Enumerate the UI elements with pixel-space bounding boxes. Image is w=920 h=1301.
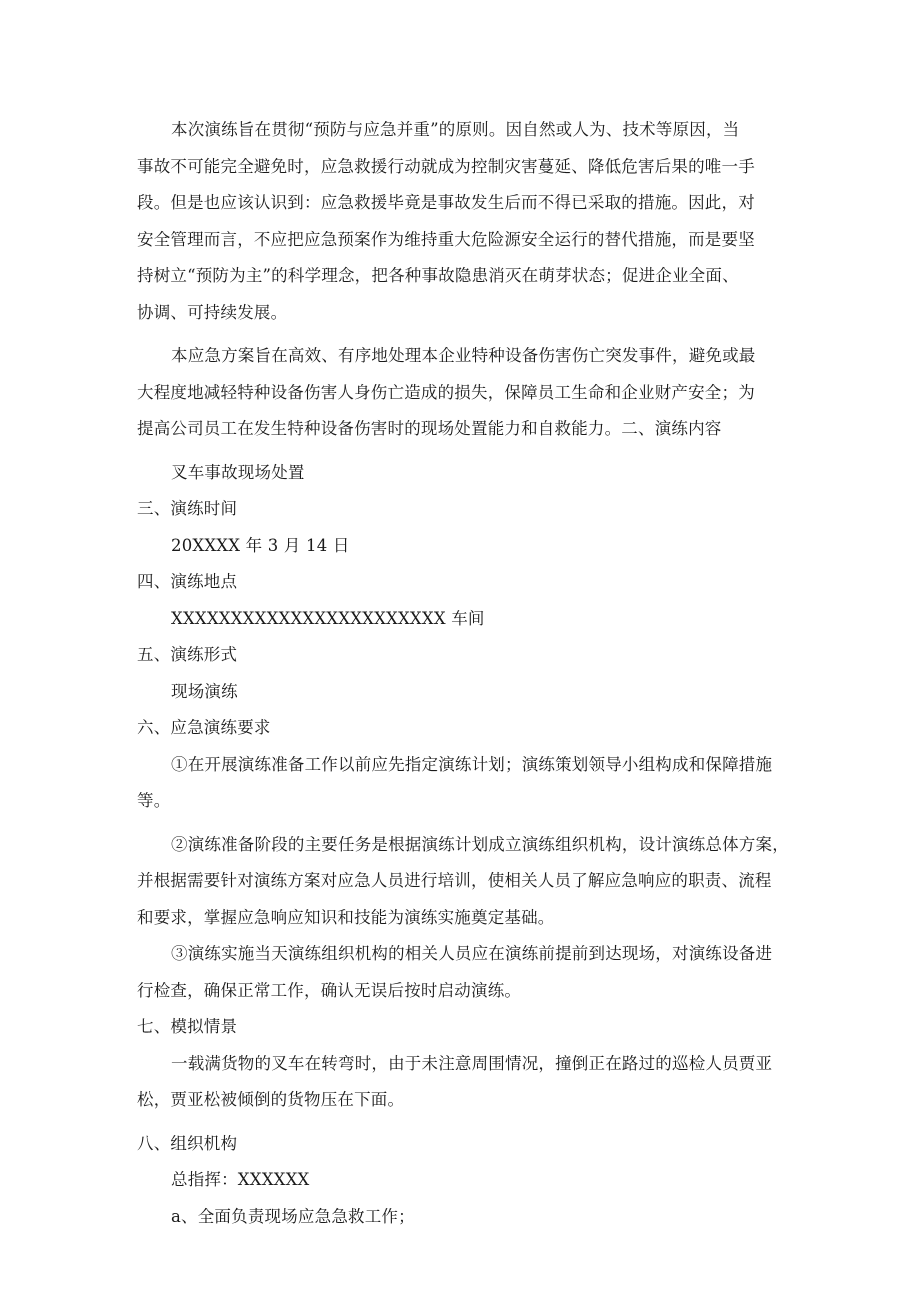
- drill-form: 现场演练: [171, 681, 238, 701]
- section-heading-location: 四、演练地点: [137, 572, 238, 591]
- text-line: 本应急方案旨在高效、有序地处理本企业特种设备伤害伤亡突发事件，避免或最: [171, 346, 756, 365]
- commander-duty-a: a、全面负责现场应急急救工作；: [171, 1206, 415, 1226]
- text-line: 本次演练旨在贯彻“预防与应急并重”的原则。因自然或人为、技术等原因，当: [171, 120, 740, 139]
- section-heading-form: 五、演练形式: [137, 645, 238, 664]
- requirement-item-2: [137, 827, 787, 937]
- commander-line: 总指挥：XXXXXX: [171, 1170, 310, 1189]
- text-line: 安全管理而言，不应把应急预案作为维持重大危险源安全运行的替代措施，而是要坚: [137, 229, 755, 249]
- section-heading-time: 三、演练时间: [137, 499, 238, 518]
- requirement-item-3: [137, 936, 787, 1009]
- document-body: [137, 112, 787, 1235]
- text-line: 事故不可能完全避免时，应急救援行动就成为控制灾害蔓延、降低危害后果的唯一手: [137, 156, 755, 176]
- section-heading-scenario: 七、模拟情景: [137, 1017, 238, 1036]
- text-line: 并根据需要针对演练方案对应急人员进行培训，使相关人员了解应急响应的职责、流程: [137, 871, 772, 890]
- text-line: ①在开展演练准备工作以前应先指定演练计划；演练策划领导小组构成和保障措施: [171, 754, 773, 774]
- purpose-paragraph: [137, 338, 787, 448]
- drill-content-text: 叉车事故现场处置: [171, 462, 305, 482]
- text-line: ②演练准备阶段的主要任务是根据演练计划成立演练组织机构，设计演练总体方案，: [171, 834, 789, 854]
- text-line: 一载满货物的叉车在转弯时，由于未注意周围情况，撞倒正在路过的巡检人员贾亚: [171, 1053, 773, 1073]
- requirement-item-1: [137, 747, 787, 820]
- text-line: 行检查，确保正常工作，确认无误后按时启动演练。: [137, 980, 522, 1000]
- section-heading-requirements: 六、应急演练要求: [137, 718, 271, 737]
- drill-location: XXXXXXXXXXXXXXXXXXXXXXX 车间: [171, 608, 485, 628]
- text-line: 提高公司员工在发生特种设备伤害时的现场处置能力和自救能力。二、演练内容: [137, 419, 722, 438]
- text-line: 协调、可持续发展。: [137, 302, 288, 322]
- text-line: 段。但是也应该认识到：应急救援毕竟是事故发生后而不得已采取的措施。因此，对: [137, 193, 755, 212]
- scenario-paragraph: [137, 1046, 787, 1119]
- text-line: 持树立“预防为主”的科学理念，把各种事故隐患消灭在萌芽状态；促进企业全面、: [137, 266, 739, 285]
- text-line: ③演练实施当天演练组织机构的相关人员应在演练前提前到达现场，对演练设备进: [171, 944, 773, 963]
- section-heading-organization: 八、组织机构: [137, 1133, 238, 1153]
- text-line: 松，贾亚松被倾倒的货物压在下面。: [137, 1090, 405, 1109]
- intro-paragraph: [137, 112, 787, 331]
- text-line: 等。: [137, 791, 171, 810]
- text-line: 和要求，掌握应急响应知识和技能为演练实施奠定基础。: [137, 907, 555, 927]
- drill-date: 20XXXX 年 3 月 14 日: [171, 535, 350, 555]
- text-line: 大程度地减轻特种设备伤害人身伤亡造成的损失，保障员工生命和企业财产安全；为: [137, 382, 755, 402]
